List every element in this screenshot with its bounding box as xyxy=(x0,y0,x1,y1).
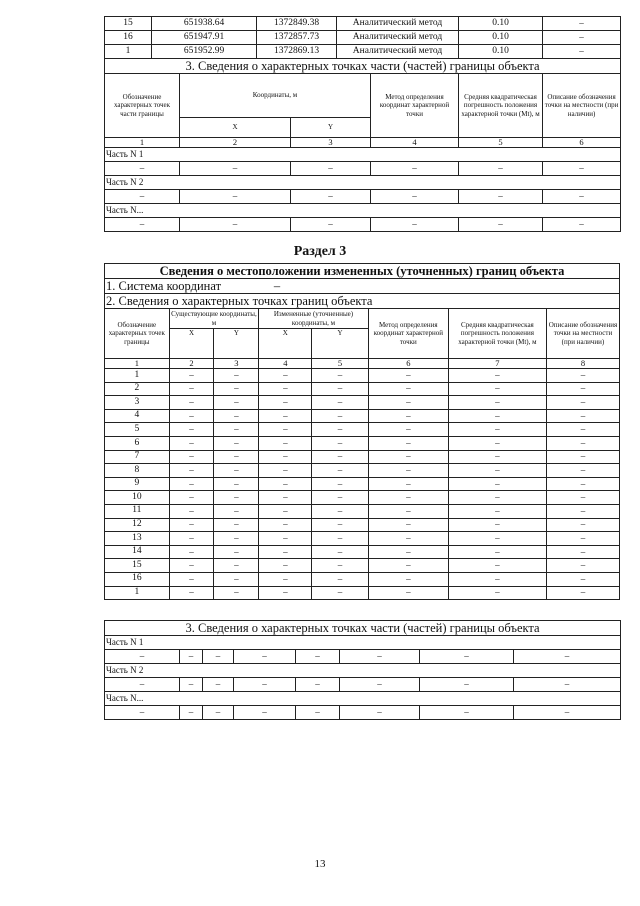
cell-dash: – xyxy=(368,545,448,559)
column-number: 2 xyxy=(180,138,291,148)
point-number: 16 xyxy=(105,572,170,586)
column-number: 6 xyxy=(543,138,621,148)
table-row xyxy=(105,162,621,176)
cell-dash: – xyxy=(368,464,448,478)
cell-dash: – xyxy=(169,545,214,559)
table-row xyxy=(105,477,620,491)
cell-dash: – xyxy=(368,559,448,573)
cell-dash: – xyxy=(371,218,459,232)
cell-dash: – xyxy=(368,436,448,450)
cell-dash: – xyxy=(546,464,619,478)
cell-dash: – xyxy=(180,678,203,692)
accuracy: 0.10 xyxy=(459,45,543,59)
cell-dash: – xyxy=(312,409,368,423)
table-row xyxy=(105,218,621,232)
cell-dash: – xyxy=(448,559,546,573)
point-number: 5 xyxy=(105,423,170,437)
cell-dash: – xyxy=(368,586,448,600)
cell-dash: – xyxy=(259,518,312,532)
part-label-row xyxy=(105,636,621,650)
cell-dash: – xyxy=(169,423,214,437)
cell-dash: – xyxy=(448,436,546,450)
point-number: 7 xyxy=(105,450,170,464)
cell-dash: – xyxy=(169,409,214,423)
cell-dash: – xyxy=(296,650,340,664)
cell-dash: – xyxy=(420,706,514,720)
cell-dash: – xyxy=(448,464,546,478)
cell-dash: – xyxy=(259,491,312,505)
cell-dash: – xyxy=(180,650,203,664)
parts-table-2-title: 3. Сведения о характерных точках части (частей) границы объекта xyxy=(105,621,621,636)
cell-dash: – xyxy=(546,369,619,383)
coord-y: 1372849.38 xyxy=(257,17,337,31)
s3-header-accuracy: Средняя квадратическая погрешность положения характерной точки (Mt), м xyxy=(448,309,546,359)
cell-dash: – xyxy=(448,491,546,505)
table-row xyxy=(105,572,620,586)
page-number: 13 xyxy=(314,858,326,870)
cell-dash: – xyxy=(312,572,368,586)
cell-dash: – xyxy=(546,477,619,491)
point-number: 14 xyxy=(105,545,170,559)
cell-dash: – xyxy=(214,409,259,423)
table-row xyxy=(105,436,620,450)
cell-dash: – xyxy=(214,518,259,532)
column-number: 7 xyxy=(448,359,546,369)
cell-dash: – xyxy=(169,518,214,532)
cell-dash: – xyxy=(214,382,259,396)
s3-header-changed-y: Y xyxy=(312,329,368,359)
cell-dash: – xyxy=(514,678,621,692)
cell-dash: – xyxy=(169,586,214,600)
cell-dash: – xyxy=(259,477,312,491)
cell-dash: – xyxy=(546,382,619,396)
cell-dash: – xyxy=(368,518,448,532)
point-number: 10 xyxy=(105,491,170,505)
point-number: 1 xyxy=(105,586,170,600)
table-row xyxy=(105,559,620,573)
cell-dash: – xyxy=(214,545,259,559)
coordinate-system-row xyxy=(105,279,620,294)
cell-dash: – xyxy=(169,450,214,464)
cell-dash: – xyxy=(368,382,448,396)
cell-dash: – xyxy=(169,572,214,586)
coord-y: 1372857.73 xyxy=(257,31,337,45)
cell-dash: – xyxy=(459,190,543,204)
cell-dash: – xyxy=(105,706,180,720)
cell-dash: – xyxy=(291,218,371,232)
table-row xyxy=(105,382,620,396)
part-label-row xyxy=(105,692,621,706)
section3-title: Сведения о местоположении измененных (уточненных) границ объекта xyxy=(105,264,620,279)
table-row xyxy=(105,504,620,518)
cell-dash: – xyxy=(543,190,621,204)
cell-dash: – xyxy=(459,162,543,176)
cell-dash: – xyxy=(448,369,546,383)
cell-dash: – xyxy=(214,559,259,573)
cell-dash: – xyxy=(259,532,312,546)
cell-dash: – xyxy=(448,477,546,491)
column-number: 2 xyxy=(169,359,214,369)
cell-dash: – xyxy=(169,559,214,573)
coord-x: 651938.64 xyxy=(152,17,257,31)
point-number: 4 xyxy=(105,409,170,423)
cell-dash: – xyxy=(214,477,259,491)
points-continuation-table xyxy=(104,16,621,59)
cell-dash: – xyxy=(312,545,368,559)
column-number: 8 xyxy=(546,359,619,369)
coord-y: 1372869.13 xyxy=(257,45,337,59)
method: Аналитический метод xyxy=(337,17,459,31)
cell-dash: – xyxy=(368,369,448,383)
table-row xyxy=(105,396,620,410)
table-row xyxy=(105,45,621,59)
cell-dash: – xyxy=(169,491,214,505)
part-label: Часть N... xyxy=(105,692,621,706)
cell-dash: – xyxy=(169,464,214,478)
cell-dash: – xyxy=(312,369,368,383)
cell-dash: – xyxy=(546,436,619,450)
coordinate-system-label: 1. Система координат xyxy=(106,278,222,293)
point-number: 1 xyxy=(105,369,170,383)
accuracy: 0.10 xyxy=(459,17,543,31)
cell-dash: – xyxy=(259,409,312,423)
cell-dash: – xyxy=(259,545,312,559)
cell-dash: – xyxy=(546,396,619,410)
cell-dash: – xyxy=(368,409,448,423)
header-accuracy: Средняя квадратическая погрешность положения характерной точки (Mt), м xyxy=(459,74,543,138)
cell-dash: – xyxy=(312,518,368,532)
cell-dash: – xyxy=(259,369,312,383)
method: Аналитический метод xyxy=(337,31,459,45)
cell-dash: – xyxy=(234,706,296,720)
header-x: X xyxy=(180,118,291,138)
cell-dash: – xyxy=(259,382,312,396)
coord-x: 651947.91 xyxy=(152,31,257,45)
table-row xyxy=(105,450,620,464)
cell-dash: – xyxy=(214,369,259,383)
table-row xyxy=(105,532,620,546)
part-label: Часть N 2 xyxy=(105,176,621,190)
cell-dash: – xyxy=(234,678,296,692)
part-label-row xyxy=(105,204,621,218)
cell-dash: – xyxy=(546,491,619,505)
cell-dash: – xyxy=(105,162,180,176)
method: Аналитический метод xyxy=(337,45,459,59)
point-number: 11 xyxy=(105,504,170,518)
point-number: 13 xyxy=(105,532,170,546)
s3-header-existing-x: X xyxy=(169,329,214,359)
cell-dash: – xyxy=(546,504,619,518)
description: – xyxy=(543,45,621,59)
table-row xyxy=(105,464,620,478)
cell-dash: – xyxy=(448,518,546,532)
column-number: 1 xyxy=(105,359,170,369)
cell-dash: – xyxy=(291,162,371,176)
cell-dash: – xyxy=(214,504,259,518)
cell-dash: – xyxy=(543,162,621,176)
cell-dash: – xyxy=(514,706,621,720)
cell-dash: – xyxy=(291,190,371,204)
cell-dash: – xyxy=(259,464,312,478)
cell-dash: – xyxy=(312,477,368,491)
description: – xyxy=(543,31,621,45)
cell-dash: – xyxy=(259,450,312,464)
cell-dash: – xyxy=(296,706,340,720)
cell-dash: – xyxy=(368,572,448,586)
cell-dash: – xyxy=(546,586,619,600)
cell-dash: – xyxy=(368,504,448,518)
cell-dash: – xyxy=(259,586,312,600)
cell-dash: – xyxy=(203,650,234,664)
header-designation: Обозначение характерных точек части границы xyxy=(105,74,180,138)
coord-x: 651952.99 xyxy=(152,45,257,59)
cell-dash: – xyxy=(296,678,340,692)
cell-dash: – xyxy=(169,532,214,546)
s3-header-existing-y: Y xyxy=(214,329,259,359)
s3-header-designation: Обозначение характерных точек границы xyxy=(105,309,170,359)
point-number: 3 xyxy=(105,396,170,410)
cell-dash: – xyxy=(214,572,259,586)
cell-dash: – xyxy=(368,450,448,464)
cell-dash: – xyxy=(546,532,619,546)
cell-dash: – xyxy=(340,706,420,720)
s3-header-method: Метод определения координат характерной точки xyxy=(368,309,448,359)
cell-dash: – xyxy=(368,423,448,437)
cell-dash: – xyxy=(180,218,291,232)
column-number: 5 xyxy=(312,359,368,369)
cell-dash: – xyxy=(448,396,546,410)
cell-dash: – xyxy=(259,559,312,573)
table-row xyxy=(105,706,621,720)
points-section-title: 2. Сведения о характерных точках границ объекта xyxy=(105,294,620,309)
header-y: Y xyxy=(291,118,371,138)
cell-dash: – xyxy=(312,559,368,573)
accuracy: 0.10 xyxy=(459,31,543,45)
cell-dash: – xyxy=(448,532,546,546)
cell-dash: – xyxy=(448,409,546,423)
cell-dash: – xyxy=(203,678,234,692)
cell-dash: – xyxy=(105,218,180,232)
column-number: 3 xyxy=(291,138,371,148)
header-description: Описание обозначения точки на местности (при наличии) xyxy=(543,74,621,138)
parts-table-1 xyxy=(104,58,621,232)
cell-dash: – xyxy=(214,436,259,450)
cell-dash: – xyxy=(448,450,546,464)
point-number: 16 xyxy=(105,31,152,45)
part-label: Часть N 1 xyxy=(105,148,621,162)
cell-dash: – xyxy=(448,572,546,586)
cell-dash: – xyxy=(180,706,203,720)
cell-dash: – xyxy=(169,382,214,396)
cell-dash: – xyxy=(180,162,291,176)
cell-dash: – xyxy=(312,382,368,396)
point-number: 2 xyxy=(105,382,170,396)
s3-header-description: Описание обозначения точки на местности (при наличии) xyxy=(546,309,619,359)
cell-dash: – xyxy=(546,545,619,559)
table-row xyxy=(105,409,620,423)
table-row xyxy=(105,17,621,31)
cell-dash: – xyxy=(169,369,214,383)
point-number: 8 xyxy=(105,464,170,478)
cell-dash: – xyxy=(546,423,619,437)
cell-dash: – xyxy=(368,477,448,491)
part-label: Часть N 1 xyxy=(105,636,621,650)
part-label-row xyxy=(105,664,621,678)
table-row xyxy=(105,190,621,204)
cell-dash: – xyxy=(214,586,259,600)
part-label: Часть N... xyxy=(105,204,621,218)
cell-dash: – xyxy=(203,706,234,720)
description: – xyxy=(543,17,621,31)
cell-dash: – xyxy=(312,586,368,600)
table-row xyxy=(105,545,620,559)
table-row xyxy=(105,586,620,600)
table-row xyxy=(105,491,620,505)
cell-dash: – xyxy=(340,678,420,692)
point-number: 1 xyxy=(105,45,152,59)
cell-dash: – xyxy=(169,436,214,450)
point-number: 12 xyxy=(105,518,170,532)
cell-dash: – xyxy=(234,650,296,664)
table-row xyxy=(105,678,621,692)
cell-dash: – xyxy=(214,423,259,437)
cell-dash: – xyxy=(546,409,619,423)
cell-dash: – xyxy=(169,504,214,518)
cell-dash: – xyxy=(543,218,621,232)
column-number: 3 xyxy=(214,359,259,369)
column-number: 5 xyxy=(459,138,543,148)
cell-dash: – xyxy=(105,190,180,204)
table-row xyxy=(105,518,620,532)
cell-dash: – xyxy=(169,477,214,491)
cell-dash: – xyxy=(448,545,546,559)
column-number: 4 xyxy=(371,138,459,148)
cell-dash: – xyxy=(546,572,619,586)
cell-dash: – xyxy=(259,572,312,586)
column-number: 1 xyxy=(105,138,180,148)
cell-dash: – xyxy=(312,423,368,437)
cell-dash: – xyxy=(214,464,259,478)
point-number: 6 xyxy=(105,436,170,450)
cell-dash: – xyxy=(259,436,312,450)
cell-dash: – xyxy=(312,504,368,518)
cell-dash: – xyxy=(371,162,459,176)
part-label-row xyxy=(105,148,621,162)
cell-dash: – xyxy=(371,190,459,204)
cell-dash: – xyxy=(169,396,214,410)
cell-dash: – xyxy=(105,678,180,692)
cell-dash: – xyxy=(546,518,619,532)
cell-dash: – xyxy=(312,464,368,478)
point-number: 9 xyxy=(105,477,170,491)
cell-dash: – xyxy=(546,450,619,464)
cell-dash: – xyxy=(459,218,543,232)
cell-dash: – xyxy=(180,190,291,204)
part-label-row xyxy=(105,176,621,190)
cell-dash: – xyxy=(312,436,368,450)
table-row xyxy=(105,650,621,664)
cell-dash: – xyxy=(214,450,259,464)
s3-header-changed-x: X xyxy=(259,329,312,359)
parts-table-2 xyxy=(104,620,621,720)
table-row xyxy=(105,423,620,437)
s3-header-changed: Измененные (уточненные) координаты, м xyxy=(259,309,368,329)
cell-dash: – xyxy=(312,396,368,410)
cell-dash: – xyxy=(214,396,259,410)
cell-dash: – xyxy=(368,532,448,546)
cell-dash: – xyxy=(312,450,368,464)
column-number: 4 xyxy=(259,359,312,369)
cell-dash: – xyxy=(448,382,546,396)
cell-dash: – xyxy=(368,491,448,505)
header-method: Метод определения координат характерной точки xyxy=(371,74,459,138)
cell-dash: – xyxy=(312,532,368,546)
cell-dash: – xyxy=(259,423,312,437)
parts-table-title: 3. Сведения о характерных точках части (частей) границы объекта xyxy=(105,59,621,74)
cell-dash: – xyxy=(420,650,514,664)
cell-dash: – xyxy=(368,396,448,410)
cell-dash: – xyxy=(420,678,514,692)
point-number: 15 xyxy=(105,559,170,573)
coordinate-system-value: – xyxy=(273,278,281,293)
cell-dash: – xyxy=(514,650,621,664)
header-coordinates: Координаты, м xyxy=(180,74,371,118)
section-heading: Раздел 3 xyxy=(293,244,347,259)
cell-dash: – xyxy=(259,396,312,410)
cell-dash: – xyxy=(214,491,259,505)
table-row xyxy=(105,31,621,45)
part-label: Часть N 2 xyxy=(105,664,621,678)
cell-dash: – xyxy=(312,491,368,505)
cell-dash: – xyxy=(105,650,180,664)
section3-table xyxy=(104,263,620,600)
cell-dash: – xyxy=(546,559,619,573)
cell-dash: – xyxy=(448,586,546,600)
cell-dash: – xyxy=(448,423,546,437)
table-row xyxy=(105,369,620,383)
cell-dash: – xyxy=(214,532,259,546)
column-number: 6 xyxy=(368,359,448,369)
point-number: 15 xyxy=(105,17,152,31)
cell-dash: – xyxy=(259,504,312,518)
cell-dash: – xyxy=(448,504,546,518)
cell-dash: – xyxy=(340,650,420,664)
s3-header-existing: Существующие координаты, м xyxy=(169,309,259,329)
